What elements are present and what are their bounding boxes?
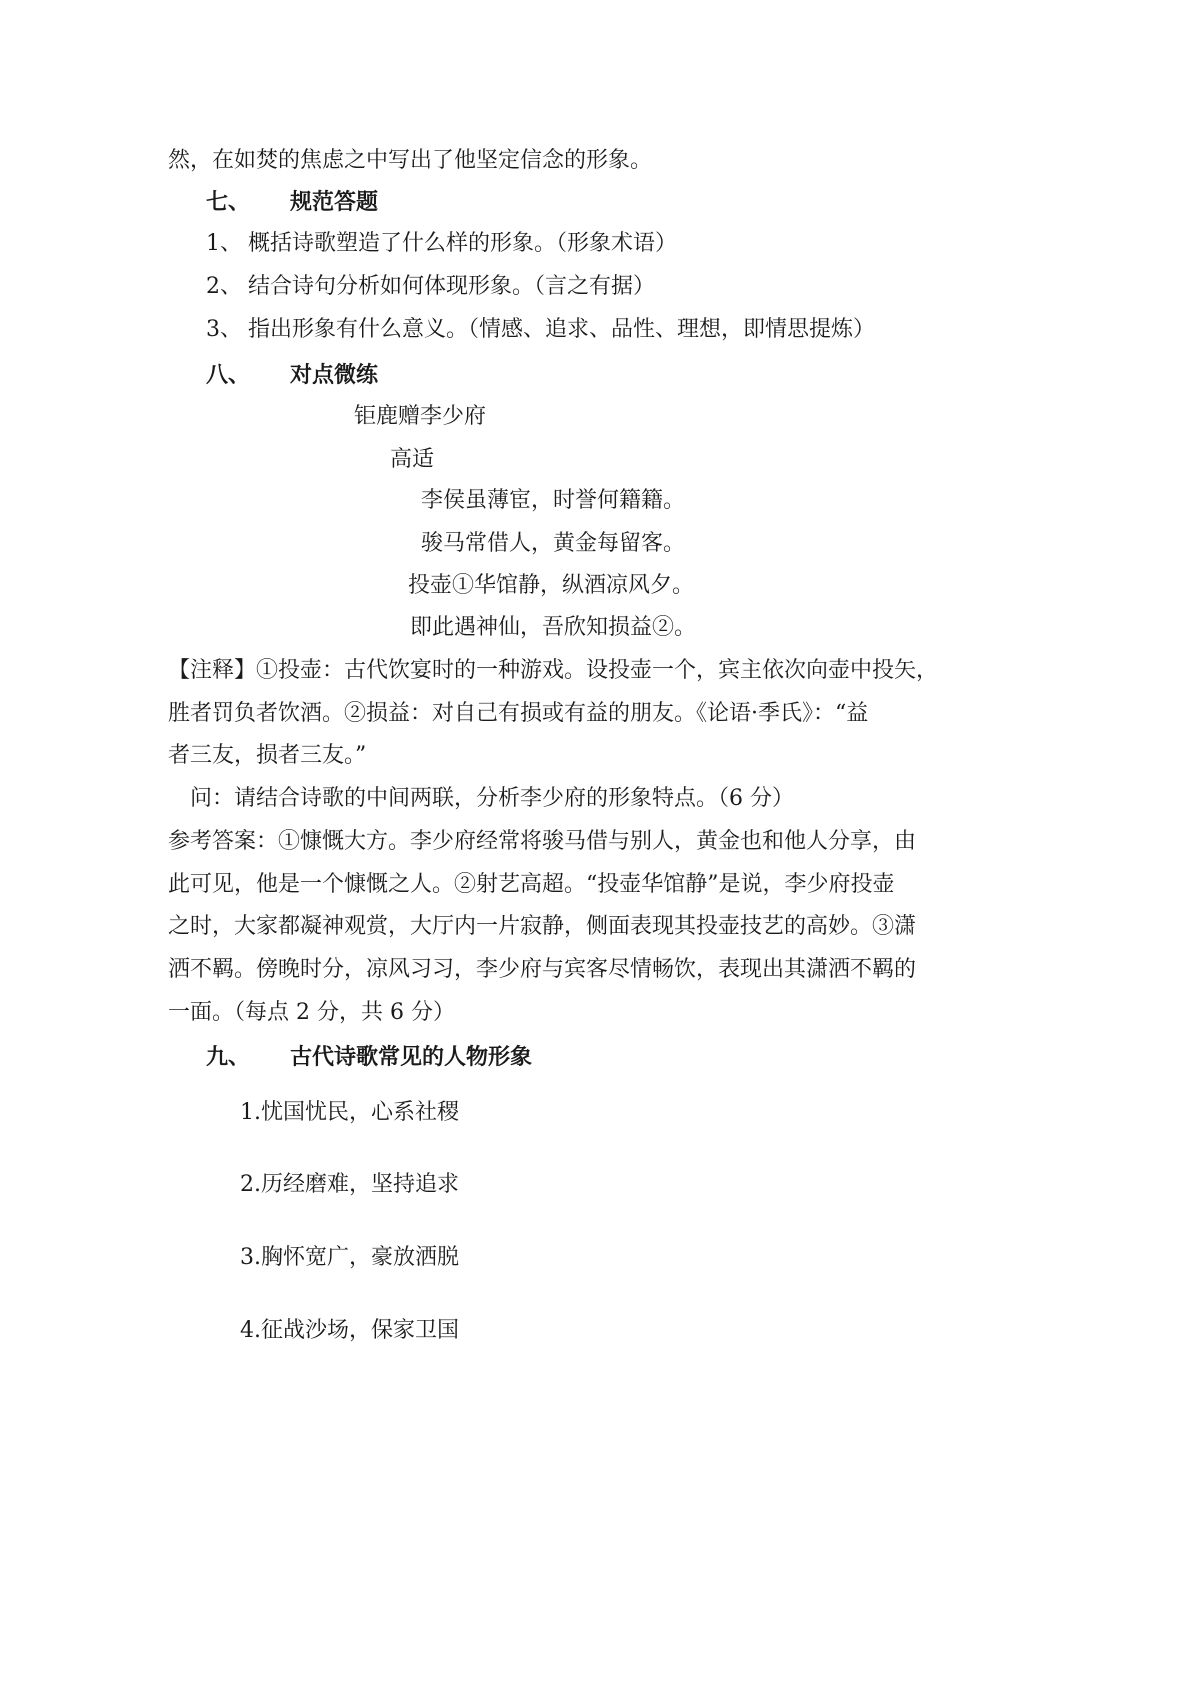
- section-9-number: 九、: [206, 1044, 251, 1070]
- item-number: 3、: [206, 317, 242, 342]
- section-9-title: 古代诗歌常见的人物形象: [290, 1044, 533, 1070]
- notes-line-2: 胜者罚负者饮酒。②损益：对自己有损或有益的朋友。《论语·季氏》：“益: [168, 701, 869, 726]
- poem-line-3: 投壶①华馆静，纵酒凉风夕。: [408, 573, 695, 598]
- notes-line-1: 【注释】①投壶：古代饮宴时的一种游戏。设投壶一个，宾主依次向壶中投矢，: [168, 658, 939, 683]
- answer-line-3: 之时，大家都凝神观赏，大厅内一片寂静，侧面表现其投壶技艺的高妙。③潇: [168, 914, 917, 939]
- item-text: 结合诗句分析如何体现形象。（言之有据）: [248, 274, 656, 299]
- item-number: 1、: [206, 231, 242, 256]
- section-7-title: 规范答题: [290, 189, 379, 215]
- section-7-item-1: [206, 229, 677, 259]
- item-text: 指出形象有什么意义。（情感、追求、品性、理想，即情思提炼）: [248, 317, 876, 342]
- answer-line-2: 此可见，他是一个慷慨之人。②射艺高超。“投壶华馆静”是说，李少府投壶: [168, 872, 895, 897]
- item-text: 概括诗歌塑造了什么样的形象。（形象术语）: [248, 231, 678, 256]
- poem-line-2: 骏马常借人，黄金每留客。: [421, 531, 686, 556]
- intro-line: 然，在如焚的焦虑之中写出了他坚定信念的形象。: [168, 148, 653, 173]
- section-9-item-3: 3.胸怀宽广，豪放洒脱: [240, 1245, 459, 1270]
- poem-title: 钜鹿赠李少府: [354, 404, 487, 429]
- section-7-number: 七、: [206, 189, 251, 215]
- section-9-item-4: 4.征战沙场，保家卫国: [240, 1318, 459, 1343]
- section-7-item-2: [206, 272, 655, 302]
- section-8-title: 对点微练: [290, 362, 379, 388]
- section-8-number: 八、: [206, 362, 251, 388]
- poem-line-4: 即此遇神仙，吾欣知损益②。: [410, 615, 697, 640]
- poem-line-1: 李侯虽薄宦，时誉何籍籍。: [421, 488, 686, 513]
- section-7-item-3: [206, 315, 875, 345]
- item-number: 2、: [206, 274, 242, 299]
- poem-author: 高适: [390, 447, 435, 472]
- question: 问：请结合诗歌的中间两联，分析李少府的形象特点。（6 分）: [190, 786, 794, 811]
- section-7-heading: [206, 187, 378, 217]
- answer-line-4: 洒不羁。傍晚时分，凉风习习，李少府与宾客尽情畅饮，表现出其潇洒不羁的: [168, 957, 917, 982]
- notes-line-3: 者三友，损者三友。”: [168, 743, 367, 768]
- section-9-heading: [206, 1042, 532, 1072]
- section-9-item-1: 1.忧国忧民，心系社稷: [240, 1100, 459, 1125]
- answer-line-1: 参考答案：①慷慨大方。李少府经常将骏马借与别人，黄金也和他人分享，由: [168, 829, 917, 854]
- section-9-item-2: 2.历经磨难，坚持追求: [240, 1172, 459, 1197]
- answer-line-5: 一面。（每点 2 分，共 6 分）: [168, 1000, 455, 1025]
- section-8-heading: [206, 360, 378, 390]
